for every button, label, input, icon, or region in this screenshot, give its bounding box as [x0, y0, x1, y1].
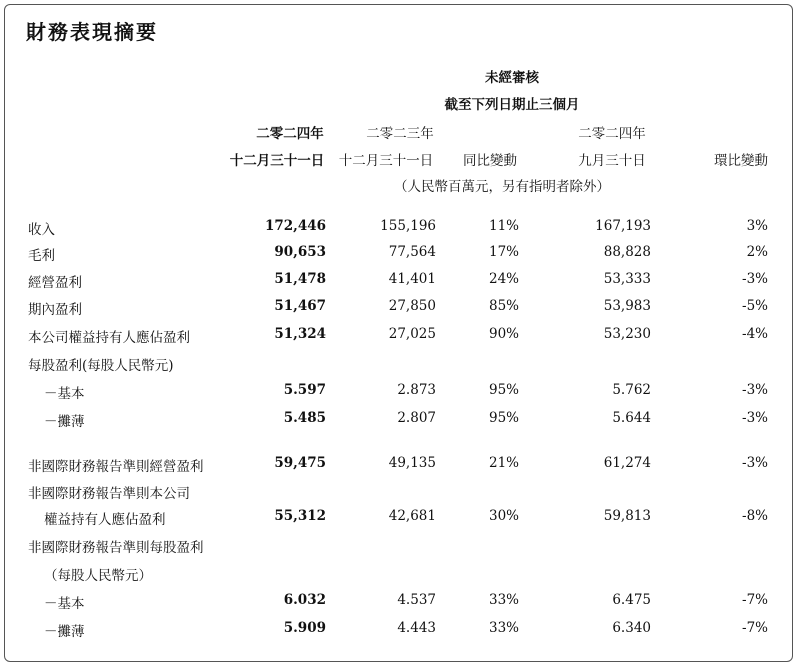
qoq-change: -5% [742, 298, 768, 314]
yoy-change: 24% [488, 271, 519, 287]
page-title: 財務表現摘要 [26, 20, 158, 44]
q4-2023-value: 155,196 [380, 218, 436, 234]
row-label: 期內盈利 [28, 302, 82, 318]
q4-2023-value: 2.873 [397, 382, 436, 398]
col4-header-date: 九月三十日 [578, 153, 646, 169]
table-row [0, 298, 801, 320]
q3-2024-value: 53,230 [603, 326, 651, 342]
row-label: 收入 [28, 222, 55, 238]
table-row [0, 508, 801, 530]
row-label: －攤薄 [44, 624, 85, 640]
q4-2023-value: 27,025 [388, 326, 436, 342]
q4-2023-value: 49,135 [388, 455, 436, 471]
yoy-change: 33% [488, 592, 519, 608]
col3-header: 同比變動 [463, 153, 517, 169]
q4-2023-value: 27,850 [388, 298, 436, 314]
table-row [0, 326, 801, 348]
row-label: 非國際財務報告準則本公司 [28, 486, 190, 502]
q4-2024-value: 90,653 [274, 244, 326, 260]
q3-2024-value: 167,193 [595, 218, 651, 234]
q4-2024-value: 59,475 [274, 455, 326, 471]
yoy-change: 21% [488, 455, 519, 471]
q4-2024-value: 5.909 [283, 620, 326, 636]
q4-2024-value: 172,446 [264, 218, 326, 234]
unaudited-label: 未經審核 [485, 70, 539, 86]
row-label: 每股盈利(每股人民幣元) [28, 358, 174, 374]
period-label: 截至下列日期止三個月 [444, 97, 580, 113]
qoq-change: -7% [742, 592, 768, 608]
table-row [0, 410, 801, 432]
yoy-change: 90% [488, 326, 519, 342]
col4-header-year: 二零二四年 [578, 126, 646, 142]
q4-2023-value: 2.807 [397, 410, 436, 426]
qoq-change: 3% [746, 218, 768, 234]
qoq-change: -3% [742, 271, 768, 287]
yoy-change: 30% [488, 508, 519, 524]
qoq-change: -3% [742, 410, 768, 426]
q4-2024-value: 5.485 [283, 410, 326, 426]
qoq-change: -4% [742, 326, 768, 342]
q4-2024-value: 51,467 [274, 298, 326, 314]
col5-header: 環比變動 [714, 153, 768, 169]
q3-2024-value: 88,828 [603, 244, 651, 260]
col2-header-year: 二零二三年 [366, 126, 434, 142]
row-label: －攤薄 [44, 414, 85, 430]
q3-2024-value: 6.340 [612, 620, 651, 636]
q4-2024-value: 55,312 [274, 508, 326, 524]
table-row [0, 455, 801, 477]
yoy-change: 85% [488, 298, 519, 314]
q4-2023-value: 41,401 [388, 271, 436, 287]
q4-2024-value: 51,324 [274, 326, 326, 342]
table-row [0, 354, 801, 376]
q3-2024-value: 53,983 [603, 298, 651, 314]
q4-2023-value: 4.443 [397, 620, 436, 636]
q3-2024-value: 61,274 [603, 455, 651, 471]
q4-2024-value: 6.032 [283, 592, 326, 608]
yoy-change: 95% [488, 410, 519, 426]
q4-2023-value: 42,681 [388, 508, 436, 524]
col2-header-date: 十二月三十一日 [338, 153, 434, 169]
qoq-change: -3% [742, 455, 768, 471]
yoy-change: 95% [488, 382, 519, 398]
q3-2024-value: 53,333 [603, 271, 651, 287]
table-row [0, 271, 801, 293]
q3-2024-value: 6.475 [612, 592, 651, 608]
q4-2024-value: 5.597 [283, 382, 326, 398]
row-label: －基本 [44, 596, 85, 612]
row-label: 本公司權益持有人應佔盈利 [28, 330, 190, 346]
unit-note: （人民幣百萬元，另有指明者除外） [394, 179, 610, 195]
q4-2024-value: 51,478 [274, 271, 326, 287]
row-label: （每股人民幣元） [44, 568, 152, 584]
q3-2024-value: 5.762 [612, 382, 651, 398]
table-row [0, 536, 801, 558]
q3-2024-value: 59,813 [603, 508, 651, 524]
qoq-change: -7% [742, 620, 768, 636]
table-row [0, 592, 801, 614]
q4-2023-value: 77,564 [388, 244, 436, 260]
table-row [0, 244, 801, 266]
yoy-change: 17% [488, 244, 519, 260]
q4-2023-value: 4.537 [397, 592, 436, 608]
qoq-change: -8% [742, 508, 768, 524]
qoq-change: -3% [742, 382, 768, 398]
row-label: 非國際財務報告準則每股盈利 [28, 540, 204, 556]
yoy-change: 11% [488, 218, 519, 234]
col1-header-year: 二零二四年 [256, 126, 324, 142]
table-row [0, 382, 801, 404]
yoy-change: 33% [488, 620, 519, 636]
row-label: 非國際財務報告準則經營盈利 [28, 459, 204, 475]
table-row [0, 620, 801, 642]
table-row [0, 482, 801, 504]
row-label: －基本 [44, 386, 85, 402]
table-row [0, 218, 801, 240]
table-row [0, 564, 801, 586]
row-label: 權益持有人應佔盈利 [44, 512, 166, 528]
q3-2024-value: 5.644 [612, 410, 651, 426]
col1-header-date: 十二月三十一日 [229, 153, 325, 169]
qoq-change: 2% [746, 244, 768, 260]
row-label: 毛利 [28, 248, 55, 264]
row-label: 經營盈利 [28, 275, 82, 291]
